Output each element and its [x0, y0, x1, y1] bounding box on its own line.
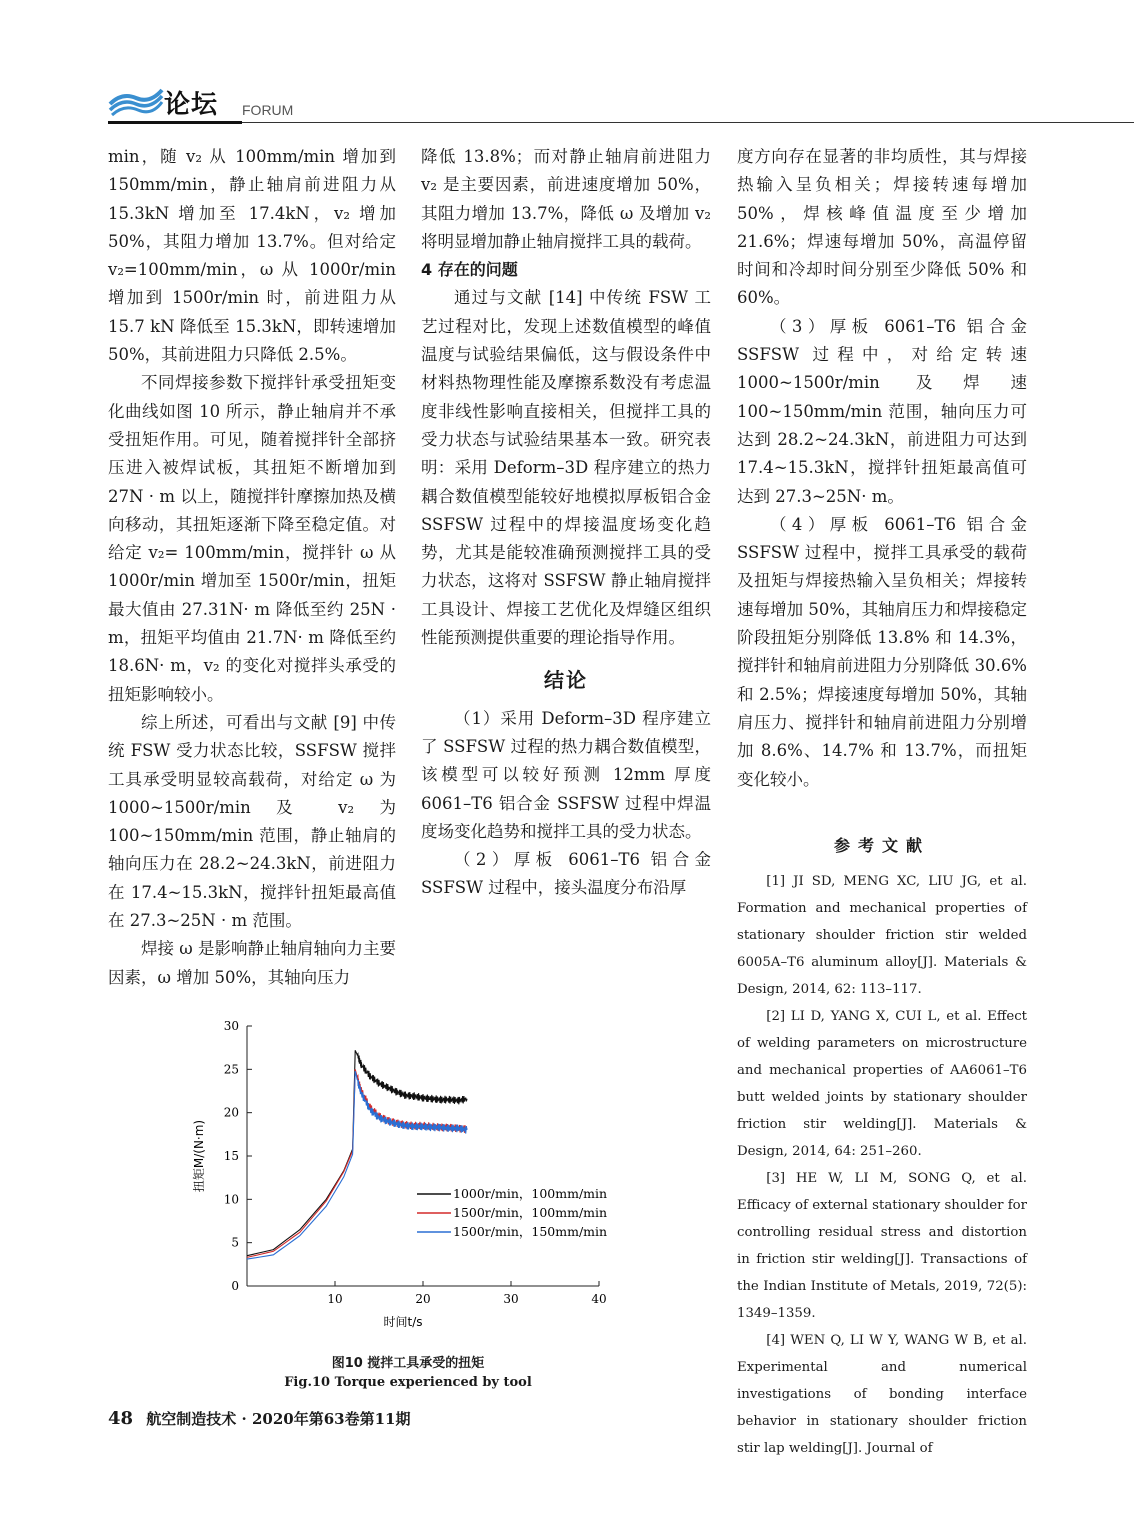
paragraph: 不同焊接参数下搅拌针承受扭矩变化曲线如图 10 所示，静止轴肩并不承受扭矩作用。可见，随着搅拌针全部挤压进入被焊试板，其扭矩不断增加到 27N · m 以上，随搅拌针摩擦加热及横向移动，其扭矩逐渐下降至稳定值。对给定 v₂= 100mm/min，搅拌针 ω 从 1000r/min 增加至 1500r/min，扭矩最大值由 27.31N· m 降低至约 25N · m，扭矩平均值由 21.7N· m 降低至约 18.6N· m，v₂ 的变化对搅拌头承受的扭矩影响较小。	[108, 373, 396, 704]
section-title-en: FORUM	[242, 102, 294, 118]
conclusion-heading: 结论	[544, 668, 588, 693]
y-axis-label: 扭矩M/(N·m)	[192, 1119, 206, 1193]
paragraph: 综上所述，可看出与文献 [9] 中传统 FSW 受力状态比较，SSFSW 搅拌工具承受明显较高载荷，对给定 ω 为 1000~1500r/min 及 v₂ 为 100~150mm/min 范围，静止轴肩的轴向压力在 28.2~24.3kN，前进阻力在 17.4~15.3kN，搅拌针扭矩最高值在 27.3~25N · m 范围。	[108, 712, 396, 931]
header-rule-thin	[242, 122, 1134, 123]
legend-label: 1000r/min，100mm/min	[453, 1186, 608, 1201]
section-heading: 4 存在的问题	[421, 260, 518, 280]
page-header	[108, 78, 1134, 126]
figure-caption-en: Fig.10 Torque experienced by tool	[284, 1375, 532, 1390]
paragraph: min，随 v₂ 从 100mm/min 增加到 150mm/min，静止轴肩前进阻力从 15.3kN 增加至 17.4kN，v₂ 增加 50%，其阻力增加 13.7%。但对给定 v₂=100mm/min，ω 从 1000r/min 增加到 1500r/min 时，前进阻力从 15.7 kN 降低至 15.3kN，即转速增加 50%，其前进阻力只降低 2.5%。	[108, 147, 396, 365]
y-tick-label: 10	[223, 1192, 239, 1207]
paragraph: 焊接 ω 是影响静止轴肩轴向力主要因素，ω 增加 50%，其轴向压力	[108, 939, 396, 987]
reference-item: [1] JI SD, MENG XC, LIU JG, et al. Formation and mechanical properties of stationary shoulder friction stir welded 6005A–T6 aluminum alloy[J]. Materials & Design, 2014, 62: 113–117.	[737, 874, 1027, 998]
reference-item: [3] HE W, LI M, SONG Q, et al. Efficacy of external stationary shoulder for controlling residual stress and distortion in friction stir welding[J]. Transactions of the Indian Institute of Metals, 2019, 72(5): 1349–1359.	[737, 1171, 1027, 1322]
y-tick-label: 30	[223, 1019, 239, 1033]
y-tick-label: 15	[223, 1149, 239, 1163]
page-footer	[108, 1408, 410, 1429]
torque-chart	[185, 1012, 625, 1332]
y-tick-label: 20	[223, 1105, 239, 1120]
header-rule	[108, 121, 242, 124]
conclusion-item: （3）厚板 6061–T6 铝合金 SSFSW 过程中，对给定转速 1000~1500r/min 及焊速 100~150mm/min 范围，轴向压力可达到 28.2~24.3kN，前进阻力可达到 17.4~15.3kN，搅拌针扭矩最高值可达到 27.3~25N· m。	[737, 316, 1027, 506]
series-line	[247, 1050, 467, 1255]
journal-info: 航空制造技术 · 2020年第63卷第11期	[146, 1410, 411, 1428]
x-tick-label: 10	[327, 1292, 343, 1306]
paragraph: 通过与文献 [14] 中传统 FSW 工艺过程对比，发现上述数值模型的峰值温度与试验结果偏低，这与假设条件中材料热物理性能及摩擦系数没有考虑温度非线性影响直接相关，但搅拌工具的受力状态与试验结果基本一致。研究表明：采用 Deform–3D 程序建立的热力耦合数值模型能较好地模拟厚板铝合金 SSFSW 过程中的焊接温度场变化趋势，尤其是能较准确预测搅拌工具的受力状态，这将对 SSFSW 静止轴肩搅拌工具设计、焊接工艺优化及焊缝区组织性能预测提供重要的理论指导作用。	[421, 288, 711, 648]
conclusion-item: （1）采用 Deform–3D 程序建立了 SSFSW 过程的热力耦合数值模型，该模型可以较好预测 12mm 厚度 6061–T6 铝合金 SSFSW 过程中焊温度场变化趋势和搅拌工具的受力状态。	[421, 708, 711, 841]
x-axis-label: 时间t/s	[383, 1315, 423, 1329]
column-1	[108, 143, 396, 992]
paragraph: 度方向存在显著的非均质性，其与焊接热输入呈负相关；焊接转速每增加 50%，焊核峰值温度至少增加 21.6%；焊速每增加 50%，高温停留时间和冷却时间分别至少降低 50% 和 60%。	[737, 147, 1027, 308]
x-tick-label: 20	[415, 1292, 431, 1306]
column-2	[421, 143, 711, 903]
conclusion-item: （4）厚板 6061–T6 铝合金 SSFSW 过程中，搅拌工具承受的载荷及扭矩与焊接热输入呈负相关；焊接转速每增加 50%，其轴肩压力和焊接稳定阶段扭矩分别降低 13.8% 和 14.3%，搅拌针和轴肩前进阻力分别降低 30.6% 和 2.5%；焊接速度每增加 50%，其轴肩压力、搅拌针和轴肩前进阻力分别增加 8.6%、14.7% 和 13.7%，而扭矩变化较小。	[737, 514, 1027, 789]
reference-item: [2] LI D, YANG X, CUI L, et al. Effect of welding parameters on microstructure and mechanical properties of AA6061–T6 butt welded joints by stationary shoulder friction stir welding[J]. Materials & Design, 2014, 64: 251–260.	[737, 1009, 1027, 1160]
y-tick-label: 25	[223, 1062, 239, 1077]
section-title-zh: 论坛	[164, 90, 219, 120]
conclusion-item: （2）厚板 6061–T6 铝合金 SSFSW 过程中，接头温度分布沿厚	[421, 850, 711, 898]
x-tick-label: 40	[591, 1292, 607, 1306]
legend-label: 1500r/min，150mm/min	[453, 1224, 608, 1239]
legend-label: 1500r/min，100mm/min	[453, 1205, 608, 1220]
figure-caption-zh: 图10 搅拌工具承受的扭矩	[331, 1356, 485, 1371]
forum-logo-icon	[108, 82, 164, 118]
column-3	[737, 143, 1027, 1462]
series-line	[247, 1069, 467, 1257]
reference-item: [4] WEN Q, LI W Y, WANG W B, et al. Experimental and numerical investigations of bonding interface behavior in stationary shoulder friction stir lap welding[J]. Journal of	[737, 1333, 1027, 1457]
y-tick-label: 0	[231, 1279, 239, 1293]
page-number: 48	[108, 1408, 134, 1429]
paragraph: 降低 13.8%；而对静止轴肩前进阻力 v₂ 是主要因素，前进速度增加 50%，其阻力增加 13.7%，降低 ω 及增加 v₂ 将明显增加静止轴肩搅拌工具的载荷。	[421, 147, 711, 251]
references-heading: 参考文献	[833, 835, 930, 855]
y-tick-label: 5	[231, 1235, 239, 1250]
x-tick-label: 30	[503, 1292, 519, 1306]
